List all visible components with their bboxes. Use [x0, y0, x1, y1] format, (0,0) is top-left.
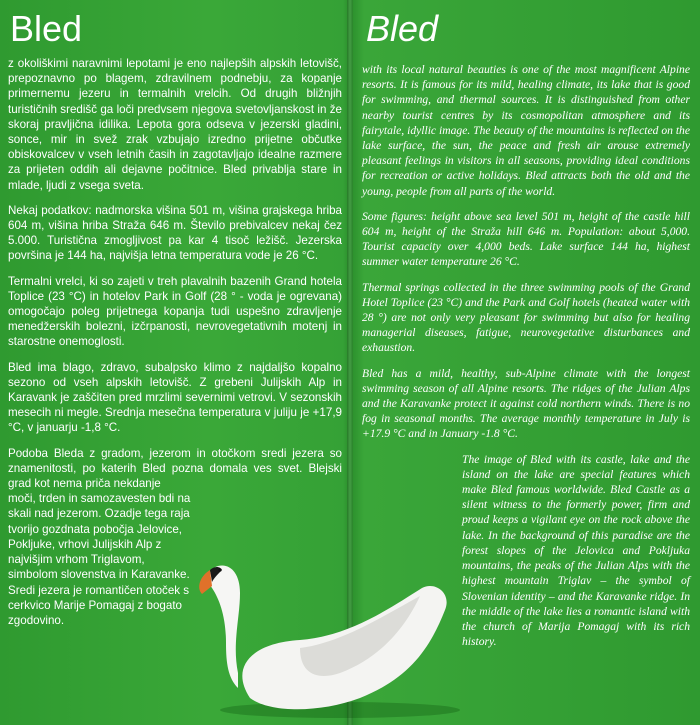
right-paragraph-4: Bled has a mild, healthy, sub-Alpine climate with the longest swimming season of all Alpine resorts. The ridges of the Julian Alps and the Karavanke protect it against cold northern winds. There is no fog in seasonal months. The average monthly temperature in July is +17.9 °C and in January -1.8 °C.	[362, 366, 690, 441]
right-paragraph-1: with its local natural beauties is one of the most magnificent Alpine resorts. It is famous for its mild, healing climate, its lake that is good for swimming, and thermal sources. It is distinguished from other nearby tourist centres by its cosmopolitan atmosphere and its fairytale, idyllic image. The beauty of the mountains is reflected on the lake surface, the sun, the peace and fresh air arouse extremely pleasant feelings in visitors in all seasons, providing ideal conditions for recreation or active holidays. Bled attracts both the old and the young, people from all parts of the world.	[362, 63, 690, 198]
left-paragraph-3: Termalni vrelci, ki so zajeti v treh plavalnih bazenih Grand hotela Toplice (23 °C) in hotelov Park in Golf (28 ° - voda je ogrevana) omogočajo poleg prijetnega kopanja tudi uspešno zdravljenje menedžerskih bolezni, izčrpanosti, nevrovegetativnih motenj in starostne onemoglosti.	[8, 274, 342, 349]
right-paragraph-5: The image of Bled with its castle, lake and the island on the lake are special features which make Bled famous worldwide. Bled Castle as a silent witness to the formerly power, firm and proud keeps a vigilant eye on the rock above the lake. In the background of this paradise are the forest slopes of the Jelovica and Pokljuka mountains, the peaks of the Julian Alps with the highest mountain Triglav – the symbol of Slovenian identity – and the Karavanke ridge. In the middle of the lake lies a romantic island with the church of Marija Pomagaj with its rich history.	[462, 452, 690, 649]
left-paragraph-5-continued: moči, trden in samozavesten bdi na skali nad jezerom. Ozadje tega raja tvorijo gozdnata pobočja Jelovice, Pokljuke, vrhovi Julijskih Alp z najvišjim vrhom Triglavom, simbolom slovenstva in Karavanke. Sredi jezera je romantičen otoček s cerkvico Marije Pomagaj z bogato zgodovino.	[8, 492, 191, 627]
right-paragraph-3: Thermal springs collected in the three swimming pools of the Grand Hotel Toplice (23 °C) and the Park and Golf hotels (heated water with 28 °) are not only very pleasant for swimming but also for healing managerial diseases, fatigue, neurovegetative disturbances and exhaustion.	[362, 280, 690, 355]
right-title: Bled	[366, 8, 439, 49]
left-title: Bled	[10, 8, 83, 49]
right-paragraph-2: Some figures: height above sea level 501 m, height of the castle hill 604 m, height of the Straža hill 646 m. Population: about 5,000. Tourist capacity over 4,000 beds. Lake surface 144 ha, highest summer water temperature 26 °C.	[362, 209, 690, 269]
left-paragraph-2: Nekaj podatkov: nadmorska višina 501 m, višina grajskega hriba 604 m, višina hriba Straža 646 m. Število prebivalcev nekaj čez 5.000. Turistična zmogljivost pa kar 4 tisoč ležišč. Jezerska površina je 144 ha, najvišja letna temperatura vode je 26 °C.	[8, 203, 342, 263]
left-paragraph-4: Bled ima blago, zdravo, subalpsko klimo z najdaljšo kopalno sezono od vseh alpskih letovišč. Z grebeni Julijskih Alp in Karavank je zaščiten pred mrzlimi severnimi vetrovi. V sezonskih mesecih ni megle. Srednja mesečna temperatura v juliju je +17,9 °C, v januarju -1,8 °C.	[8, 360, 342, 435]
left-paragraph-5: Podoba Bleda z gradom, jezerom in otočkom sredi jezera so znamenitosti, po katerih Bled pozna domala ves svet. Blejski grad kot nema priča nekdanje	[8, 446, 342, 491]
left-paragraph-1: z okoliškimi naravnimi lepotami je eno najlepših alpskih letovišč, prepoznavno po blagem, zdravilnem podnebju, za kopanje primernemu jezeru in termalnih vrelcih. Od drugih bližnjih turističnih središč ga loči predvsem njegova svetovljanskost in že skoraj pravljična idilika. Lepota gora odseva v jezerski gladini, sonce, mir in svež zrak vzbujajo izredno prijetne občutke obiskovalcev v vseh letnih časih in zagotavljajo idealne razmere za prijeten oddih ali dejavne počitnice. Bled privablja stare in mlade, ljudi z vsega sveta.	[8, 57, 342, 192]
swan-illustration	[190, 548, 470, 718]
